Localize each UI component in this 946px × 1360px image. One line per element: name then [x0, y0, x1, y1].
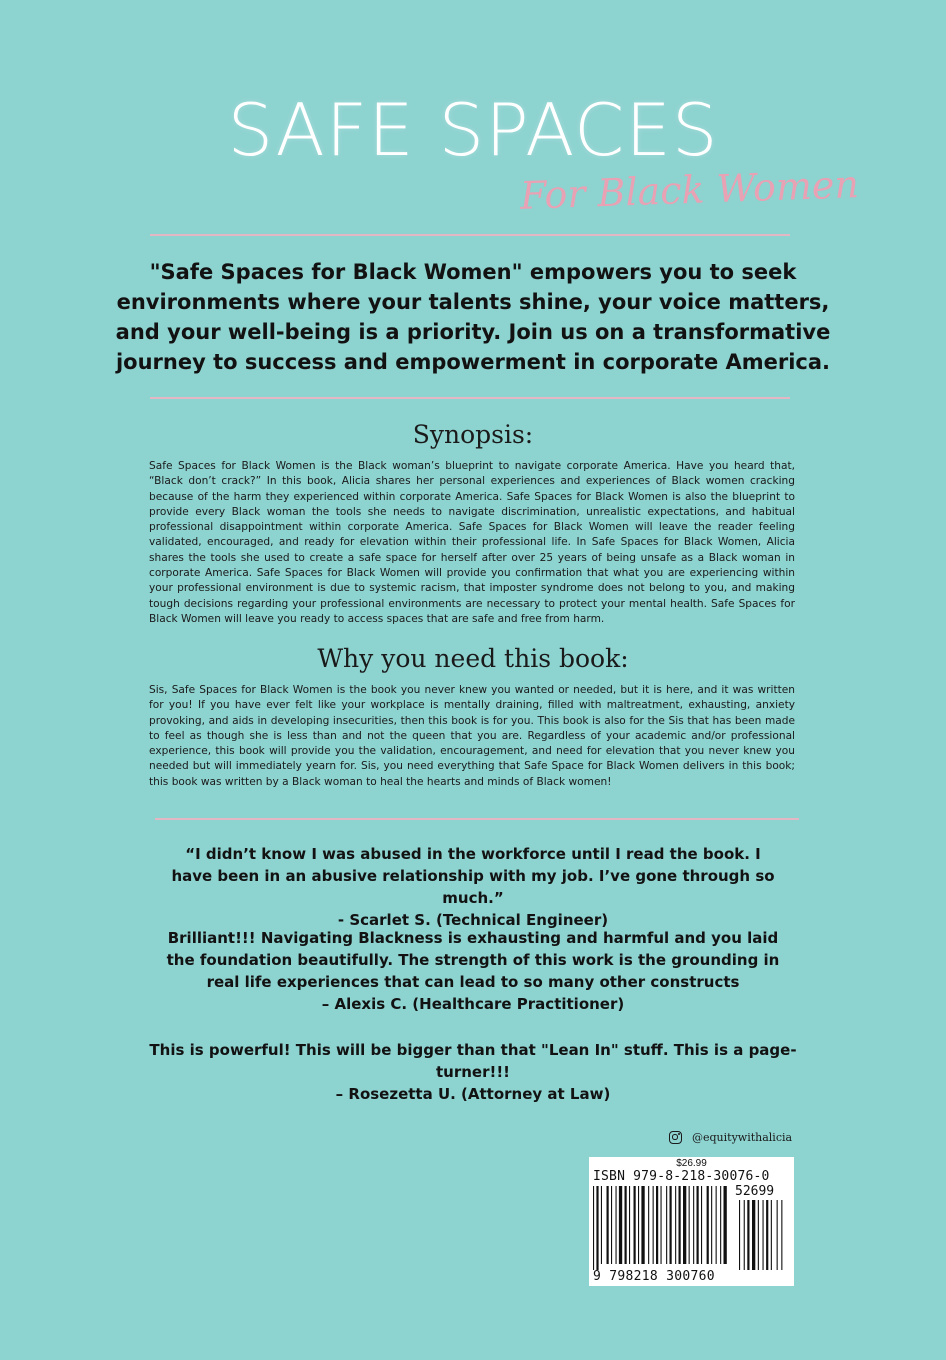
barcode-bar	[697, 1186, 699, 1264]
barcode-bar	[670, 1186, 672, 1264]
barcode-bar	[634, 1186, 636, 1264]
barcode-addon-bar	[763, 1200, 764, 1270]
barcode-bar	[638, 1186, 639, 1264]
barcode-bar	[596, 1186, 598, 1270]
barcode-addon-bar	[777, 1200, 778, 1270]
barcode-bar	[648, 1186, 649, 1264]
barcode-bar	[707, 1186, 709, 1264]
divider-blurb	[150, 397, 790, 399]
barcode-bar	[720, 1186, 721, 1264]
barcode-bar	[629, 1186, 630, 1264]
barcode-addon-bar	[752, 1200, 755, 1270]
barcode-bar	[656, 1186, 658, 1264]
social-handle	[669, 1131, 792, 1144]
barcode-bar	[625, 1186, 627, 1264]
barcode-addon-bar	[739, 1200, 740, 1270]
barcode-bar	[675, 1186, 676, 1264]
barcode-addon: 52699	[735, 1184, 775, 1199]
barcode-bar	[724, 1186, 727, 1264]
barcode-bar	[661, 1186, 662, 1264]
cover-title: SAFE SPACES	[227, 88, 719, 172]
instagram-icon	[669, 1131, 682, 1144]
barcode-bar	[716, 1186, 717, 1264]
testimonial-author: – Rosezetta U. (Attorney at Law)	[335, 1085, 611, 1103]
barcode-price: $26.99	[676, 1158, 707, 1169]
barcode-bars	[591, 1186, 791, 1272]
barcode-ean: 9 798218 300760	[593, 1269, 715, 1284]
testimonial-3	[120, 1039, 826, 1105]
barcode-bar	[593, 1186, 594, 1270]
barcode-bar	[601, 1186, 602, 1264]
barcode-bar	[641, 1186, 644, 1264]
barcode-bar	[683, 1186, 686, 1264]
testimonial-2	[120, 927, 826, 1015]
barcode-bar	[653, 1186, 654, 1264]
barcode-addon-bar	[758, 1200, 759, 1270]
instagram-handle: @equitywithalicia	[692, 1131, 793, 1144]
barcode-bar	[616, 1186, 617, 1264]
barcode-bar	[693, 1186, 694, 1264]
divider-top	[150, 234, 790, 236]
barcode-bar	[711, 1186, 712, 1264]
cover-subtitle: For Black Women	[519, 162, 860, 218]
barcode-bar	[607, 1186, 609, 1264]
why-text: Sis, Safe Spaces for Black Women is the book you never knew you wanted or needed, but it is here, and it was written for you! If you have ever felt like your workplace is mentally draining, filled with maltreatment, exhausting, anxiety provoking, and aids in developing insecurities, then this book is for you. This book is also for the Sis that has been made to feel as though she is less than and not the queen that you are. Regardless of your academic and/or professional experience, this book will provide you the validation, encouragement, and need for elevation that you never knew you needed but will immediately yearn for. Sis, you need everything that Safe Space for Black Women delivers in this book; this book was written by a Black woman to heal the hearts and minds of Black women!	[149, 684, 795, 788]
barcode-addon-bar	[771, 1200, 772, 1270]
cover-blurb: "Safe Spaces for Black Women" empowers you to seek environments where your talents shine, your voice matters, and your well-being is a priority. Join us on a transformative journey to success and empowerment in corporate America.	[115, 260, 831, 374]
testimonial-quote: This is powerful! This will be bigger than that "Lean In" stuff. This is a page-turner!!!	[149, 1041, 797, 1081]
why-heading: Why you need this book:	[317, 644, 629, 673]
barcode-bar	[666, 1186, 667, 1264]
testimonial-quote: “I didn’t know I was abused in the workforce until I read the book. I have been in an abusive relationship with my job. I’ve gone through so much.”	[171, 845, 775, 907]
barcode-addon-bar	[747, 1200, 749, 1270]
barcode-bar	[679, 1186, 681, 1264]
testimonial-quote: Brilliant!!! Navigating Blackness is exhausting and harmful and you laid the foundation beautifully. The strength of this work is the grounding in real life experiences that can lead to so many other constructs	[166, 929, 780, 991]
barcode-bar	[619, 1186, 622, 1264]
barcode-addon-bar	[744, 1200, 745, 1270]
barcode-addon-bar	[781, 1200, 782, 1270]
synopsis-heading: Synopsis:	[412, 420, 534, 449]
barcode-bar	[611, 1186, 612, 1264]
testimonial-1	[120, 843, 826, 931]
divider-testimonials	[155, 818, 799, 820]
barcode-bar	[701, 1186, 702, 1264]
barcode-addon-bar	[766, 1200, 768, 1270]
isbn-barcode	[589, 1157, 794, 1286]
barcode-bar	[689, 1186, 690, 1264]
barcode-isbn: ISBN 979-8-218-30076-0	[593, 1169, 770, 1184]
synopsis-text: Safe Spaces for Black Women is the Black woman’s blueprint to navigate corporate America. Have you heard that, “Black don’t crack?” In this book, Alicia shares her personal experiences and experiences of Black women cracking because of the harm they experienced within corporate America. Safe Spaces for Black Women is also the blueprint to provide every Black woman the tools she needs to navigate discrimination, unrealistic expectations, and habitual professional disappointment within corporate America. Safe Spaces for Black Women will leave the reader feeling validated, encouraged, and ready for elevation within their professional life. In Safe Spaces for Black Women, Alicia shares the tools she used to create a safe space for herself after over 25 years of being unsafe as a Black woman in corporate America. Safe Spaces for Black Women will provide you confirmation that what you are experiencing within your professional environment is due to systemic racism, that imposter syndrome does not belong to you, and making tough decisions regarding your professional environments are necessary to protect your mental health. Safe Spaces for Black Women will leave you ready to access spaces that are safe and free from harm.	[149, 460, 795, 625]
testimonial-author: - Scarlet S. (Technical Engineer)	[337, 911, 609, 929]
testimonial-author: – Alexis C. (Healthcare Practitioner)	[321, 995, 625, 1013]
